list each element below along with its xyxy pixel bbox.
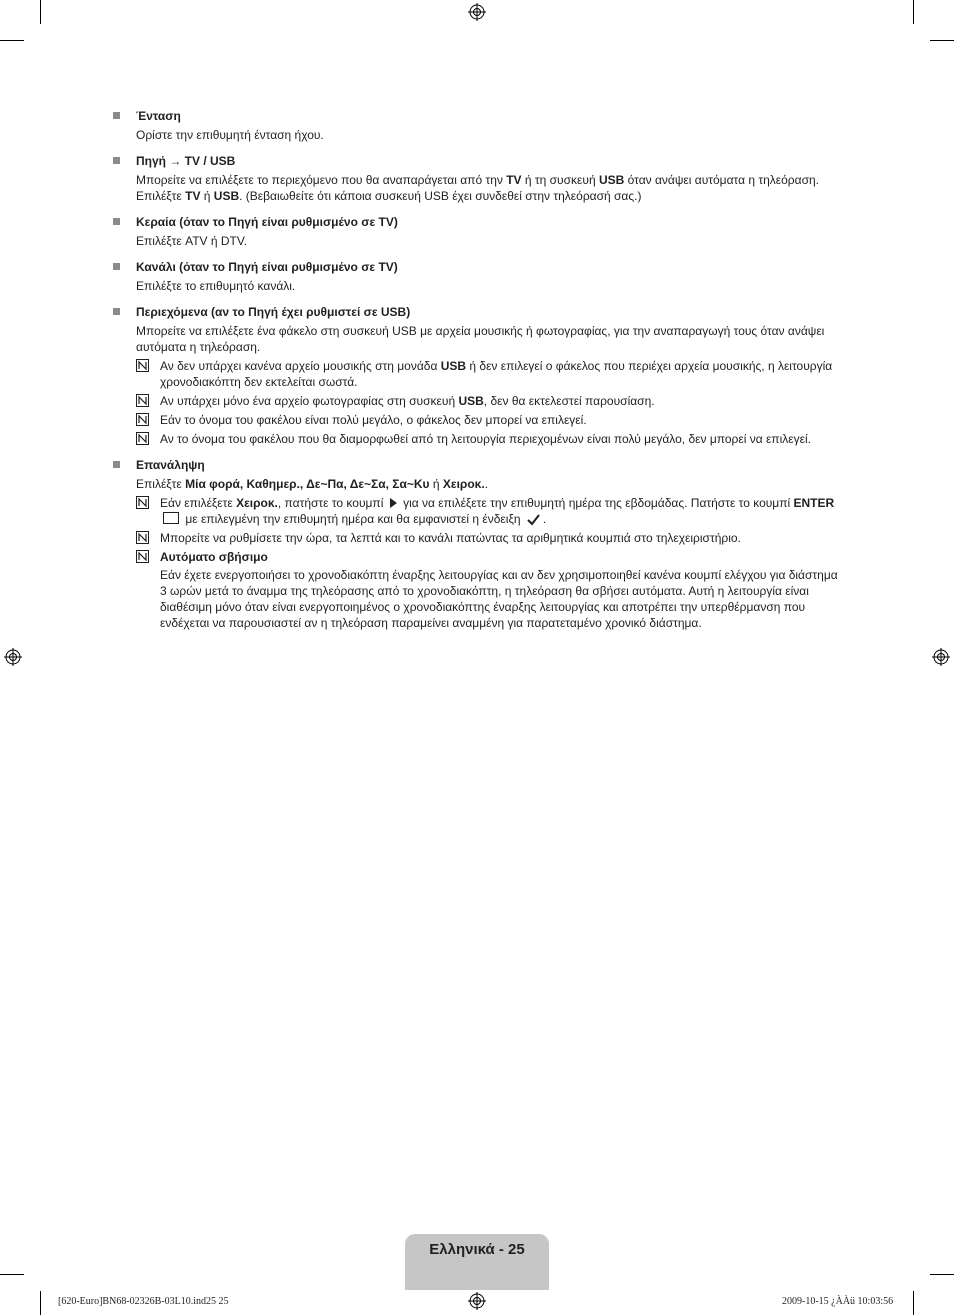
crop-mark	[930, 1274, 954, 1275]
registration-mark-icon	[468, 1292, 486, 1310]
note-icon	[136, 531, 149, 544]
section-heading: Κεραία (όταν το Πηγή είναι ρυθμισμένο σε TV)	[136, 215, 398, 229]
crop-mark	[40, 1291, 41, 1315]
section-text: Επιλέξτε Μία φορά, Καθημερ., Δε~Πα, Δε~Σα, Σα~Κυ ή Χειροκ..	[136, 477, 489, 491]
section-contents	[113, 304, 843, 447]
crop-mark	[40, 0, 41, 24]
note: Εάν επιλέξετε Χειροκ., πατήστε το κουμπί για να επιλέξετε την επιθυμητή ημέρα της εβδομάδας. Πατήστε το κουμπί ENTER με επιλεγμένη την επιθυμητή ημέρα και θα εμφανιστεί η ένδειξη .	[136, 495, 843, 527]
note: Αν δεν υπάρχει κανένα αρχείο μουσικής στη μονάδα USB ή δεν επιλεγεί ο φάκελος που περιέχει αρχεία μουσικής, η λειτουργία χρονοδιακόπτη δεν εκτελείται σωστά.	[136, 358, 843, 390]
note-icon	[136, 413, 149, 426]
registration-mark-icon	[4, 648, 22, 666]
note: Εάν το όνομα του φακέλου είναι πολύ μεγάλο, ο φάκελος δεν μπορεί να επιλεγεί.	[136, 412, 843, 428]
section-antenna	[113, 214, 843, 249]
section-heading: Περιεχόμενα (αν το Πηγή έχει ρυθμιστεί σε USB)	[136, 305, 411, 319]
bullet-square-icon	[113, 308, 120, 315]
registration-mark-icon	[932, 648, 950, 666]
section-heading: Κανάλι (όταν το Πηγή είναι ρυθμισμένο σε TV)	[136, 260, 398, 274]
registration-mark-icon	[468, 3, 486, 21]
footer-left: [620-Euro]BN68-02326B-03L10.ind25 25	[58, 1296, 229, 1307]
bullet-square-icon	[113, 218, 120, 225]
section-repeat	[113, 457, 843, 631]
crop-mark	[0, 40, 24, 41]
section-text: Μπορείτε να επιλέξετε ένα φάκελο στη συσκευή USB με αρχεία μουσικής ή φωτογραφίας, για την αναπαραγωγή τους όταν ανάψει αυτόματα η τηλεόραση.	[136, 324, 825, 354]
section-text: Επιλέξτε ATV ή DTV.	[136, 234, 248, 248]
note-icon	[136, 550, 149, 563]
note-icon	[136, 496, 149, 509]
footer-right: 2009-10-15 ¿ÀÀü 10:03:56	[782, 1296, 894, 1307]
bullet-square-icon	[113, 112, 120, 119]
section-text: Ορίστε την επιθυμητή ένταση ήχου.	[136, 128, 324, 142]
crop-mark	[930, 40, 954, 41]
note: Αν το όνομα του φακέλου που θα διαμορφωθεί από τη λειτουργία περιεχομένων είναι πολύ μεγάλο, δεν μπορεί να επιλεγεί.	[136, 431, 843, 447]
section-text: Επιλέξτε το επιθυμητό κανάλι.	[136, 279, 296, 293]
bullet-square-icon	[113, 263, 120, 270]
section-heading: Πηγή → TV / USB	[136, 154, 236, 168]
note-title: Αυτόματο σβήσιμο	[160, 550, 268, 564]
right-arrow-icon	[390, 498, 397, 508]
crop-mark	[0, 1274, 24, 1275]
section-heading: Επανάληψη	[136, 458, 205, 472]
section-text: Επιλέξτε TV ή USB. (Βεβαιωθείτε ότι κάποια συσκευή USB έχει συνδεθεί στην τηλεόρασή σας.)	[136, 189, 642, 203]
bullet-square-icon	[113, 461, 120, 468]
section-heading: Ένταση	[136, 109, 181, 123]
note-icon	[136, 359, 149, 372]
note: Αν υπάρχει μόνο ένα αρχείο φωτογραφίας στη συσκευή USB, δεν θα εκτελεστεί παρουσίαση.	[136, 393, 843, 409]
crop-mark	[913, 1291, 914, 1315]
section-text: Μπορείτε να επιλέξετε το περιεχόμενο που θα αναπαράγεται από την TV ή τη συσκευή USB όταν ανάψει αυτόματα η τηλεόραση.	[136, 173, 819, 187]
section-source	[113, 153, 843, 204]
bullet-square-icon	[113, 157, 120, 164]
section-channel	[113, 259, 843, 294]
check-icon	[527, 514, 540, 526]
note-body: Εάν έχετε ενεργοποιήσει το χρονοδιακόπτη έναρξης λειτουργίας και αν δεν χρησιμοποιηθεί κανένα κουμπί ελέγχου για διάστημα 3 ωρών μετά το άναμμα της τηλεόρασης από το χρονοδιακόπτη, η τηλεόραση θα σβήσει αυτόματα. Αυτή η λειτουργία είναι διαθέσιμη μόνο όταν είναι ενεργοποιημένος ο χρονοδιακόπτης έναρξης λειτουργίας και αποτρέπει την υπερθέρμανση που ενδέχεται να παρουσιαστεί αν η τηλεόραση παραμείνει αναμμένη για παρατεταμένο χρονικό διάστημα.	[160, 568, 838, 630]
enter-icon	[163, 512, 179, 524]
note-icon	[136, 394, 149, 407]
page-label: Ελληνικά - 25	[429, 1241, 525, 1258]
section-volume	[113, 108, 843, 143]
manual-content	[113, 108, 843, 641]
note	[136, 549, 843, 631]
crop-mark	[913, 0, 914, 24]
note: Μπορείτε να ρυθμίσετε την ώρα, τα λεπτά και το κανάλι πατώντας τα αριθμητικά κουμπιά στο τηλεχειριστήριο.	[136, 530, 843, 546]
note-icon	[136, 432, 149, 445]
